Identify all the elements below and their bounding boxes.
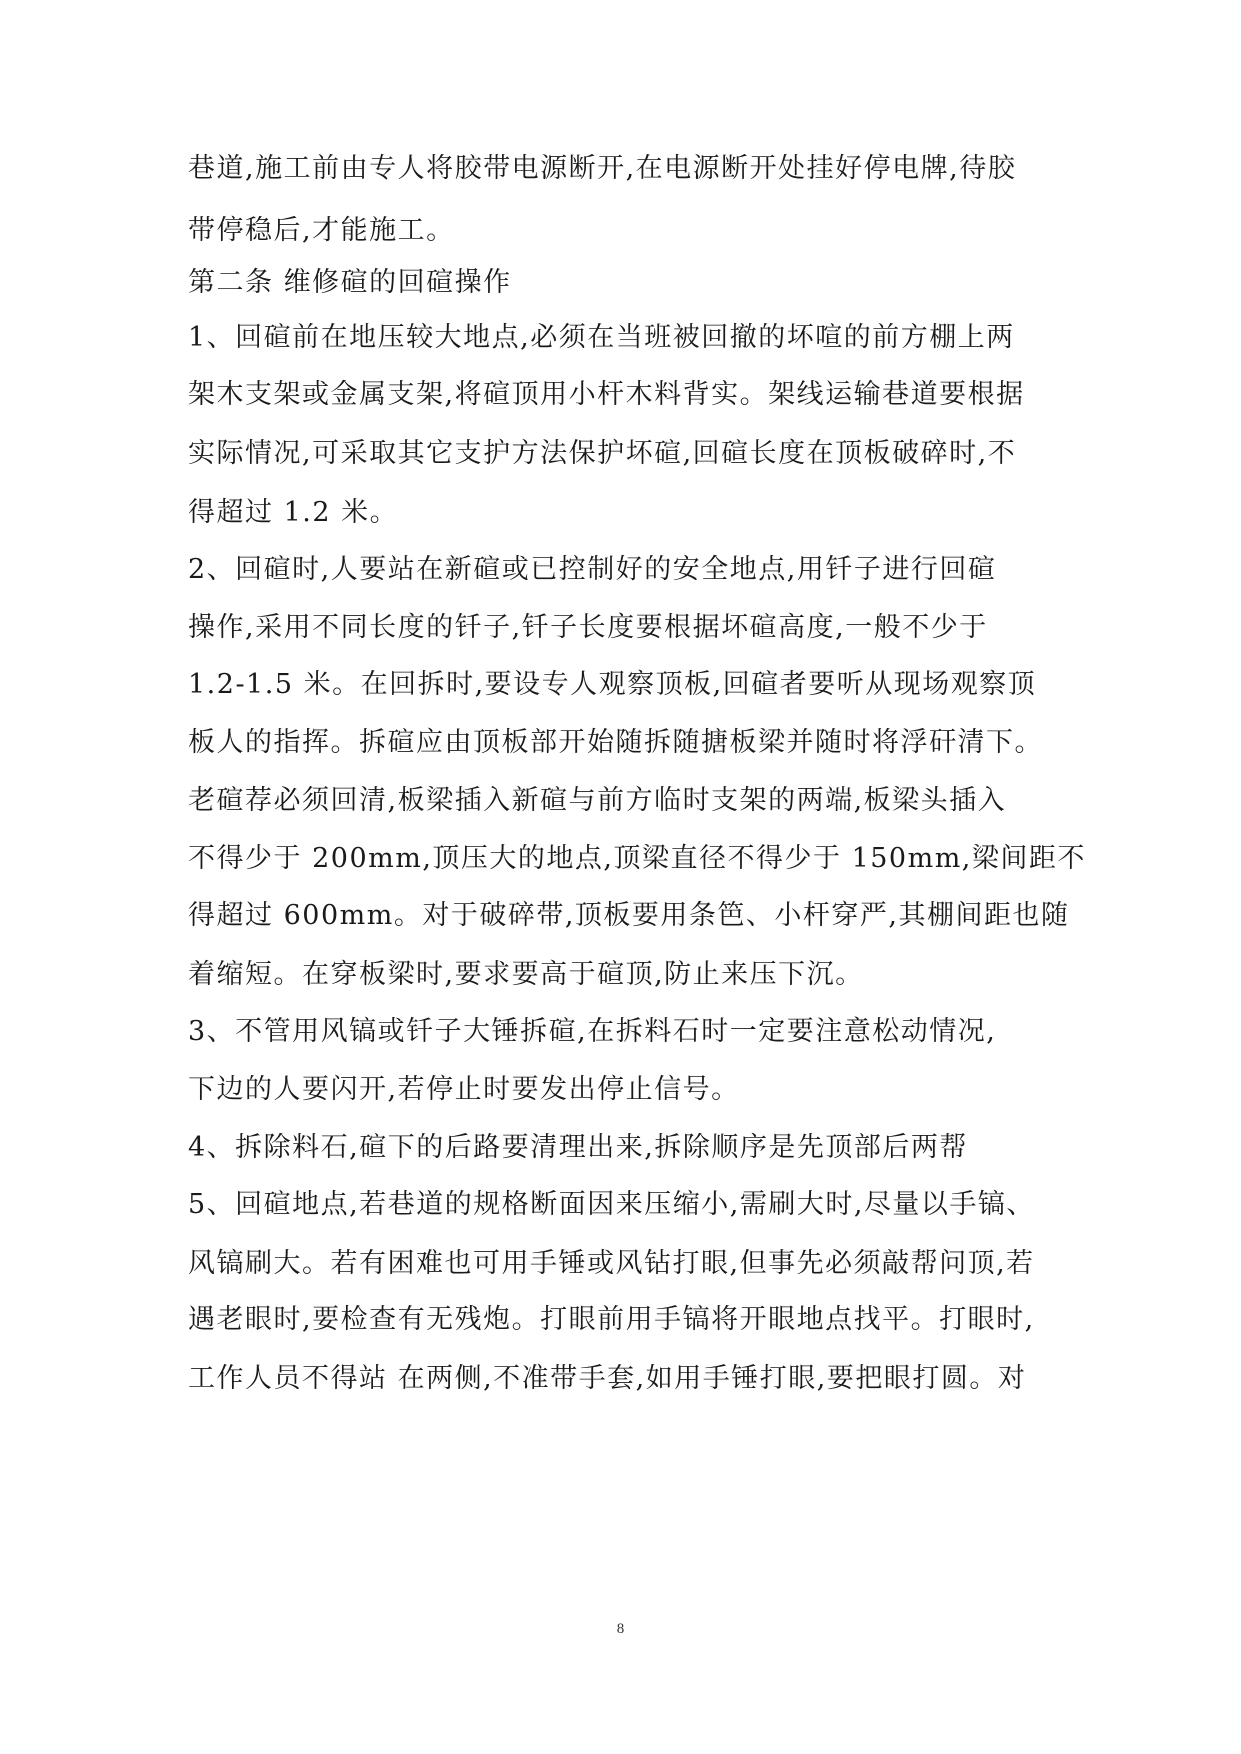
text-line: 老碹荐必须回清,板梁插入新碹与前方临时支架的两端,板梁头插入: [188, 785, 1007, 816]
text-line: 得超过 1.2 米。: [188, 497, 399, 528]
page-number: 8: [616, 1621, 625, 1637]
text-line: 遇老眼时,要检查有无残炮。打眼前用手镐将开眼地点找平。打眼时,: [188, 1304, 1035, 1335]
text-line: 实际情况,可采取其它支护方法保护坏碹,回碹长度在顶板破碎时,不: [188, 438, 1017, 469]
text-line: 着缩短。在穿板梁时,要求要高于碹顶,防止来压下沉。: [188, 959, 864, 990]
text-line: 板人的指挥。拆碹应由顶板部开始随拆随搪板梁并随时将浮矸清下。: [188, 727, 1043, 758]
text-line: 下边的人要闪开,若停止时要发出停止信号。: [188, 1074, 740, 1105]
text-line: 不得少于 200mm,顶压大的地点,顶梁直径不得少于 150mm,梁间距不: [188, 843, 1086, 874]
text-line: 得超过 600mm。对于破碎带,顶板要用条笆、小杆穿严,其棚间距也随: [188, 900, 1070, 931]
text-line: 2、回碹时,人要站在新碹或已控制好的安全地点,用钎子进行回碹: [188, 554, 997, 585]
text-line: 5、回碹地点,若巷道的规格断面因来压缩小,需刷大时,尽量以手镐、: [188, 1189, 1035, 1220]
text-line: 工作人员不得站 在两侧,不准带手套,如用手锤打眼,要把眼打圆。对: [188, 1363, 1027, 1394]
text-line: 操作,采用不同长度的钎子,钎子长度要根据坏碹高度,一般不少于: [188, 612, 988, 643]
text-line: 巷道,施工前由专人将胶带电源断开,在电源断开处挂好停电牌,待胶: [188, 153, 1017, 184]
text-line: 4、拆除料石,碹下的后路要清理出来,拆除顺序是先顶部后两帮: [188, 1132, 968, 1163]
section-heading: 第二条 维修碹的回碹操作: [188, 267, 512, 298]
text-line: 带停稳后,才能施工。: [188, 215, 455, 246]
text-line: 风镐刷大。若有困难也可用手锤或风钻打眼,但事先必须敲帮问顶,若: [188, 1248, 1035, 1279]
text-line: 3、不管用风镐或钎子大锤拆碹,在拆料石时一定要注意松动情况,: [188, 1016, 997, 1047]
text-line: 1、回碹前在地压较大地点,必须在当班被回撤的坏喧的前方棚上两: [188, 322, 1015, 353]
text-line: 1.2-1.5 米。在回拆时,要设专人观察顶板,回碹者要听从现场观察顶: [188, 669, 1037, 700]
text-line: 架木支架或金属支架,将碹顶用小杆木料背实。架线运输巷道要根据: [188, 379, 1025, 410]
